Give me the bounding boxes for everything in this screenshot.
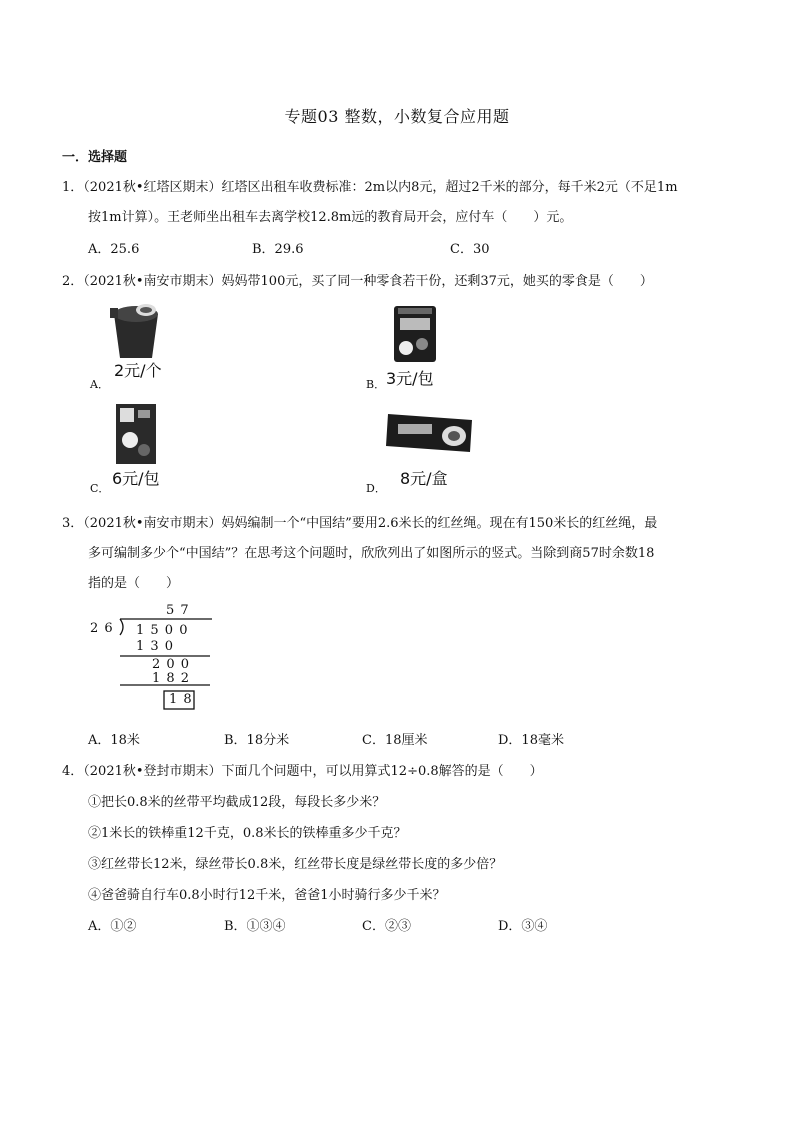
q1-option-c: C．30 [450,242,490,257]
q2-option-b-caption: 3元/包 [386,369,434,388]
q2-stem: 2．（2021秋•南安市期末）妈妈带100元，买了同一种零食若干份，还剩37元，她买的零食是（ ） [62,274,653,289]
q2-option-a-label: A． [90,378,109,391]
division-divisor: 2 6 [90,621,114,636]
q2-option-d-label: D． [366,482,386,495]
q3-option-a: A．18米 [88,733,140,748]
q4-item-3: ③红丝带长12米，绿丝带长0.8米，红丝带长度是绿丝带长度的多少倍？ [88,857,503,872]
section-heading: 一．选择题 [62,150,128,165]
division-step2: 2 0 0 [152,657,191,672]
q2-option-a-caption: 2元/个 [114,361,162,380]
q2-option-d-caption: 8元/盒 [400,469,448,488]
q2-option-c-caption: 6元/包 [112,469,160,488]
division-dividend: 1 5 0 0 [136,623,189,638]
q4-item-2: ②1米长的铁棒重12千克，0.8米长的铁棒重多少千克？ [88,826,407,841]
q4-item-1: ①把长0.8米的丝带平均截成12段，每段长多少米？ [88,795,386,810]
snack-bag-image [392,306,438,362]
q2-option-b-label: B． [366,378,386,391]
snack-bucket-image [108,300,164,360]
division-lines [88,603,213,711]
q4-option-b: B．①③④ [224,919,286,934]
division-remainder: 1 8 [169,692,193,707]
page-title: 专题03 整数，小数复合应用题 [284,107,510,126]
q4-option-d: D．③④ [498,919,548,934]
division-step3: 1 8 2 [152,671,191,686]
q4-option-a: A．①② [88,919,137,934]
q1-option-a: A．25.6 [88,242,140,257]
long-division-figure [88,603,213,711]
division-step1: 1 3 0 [136,639,175,654]
q4-option-c: C．②③ [362,919,411,934]
q1-line2: 按1m计算）。王老师坐出租车去离学校12.8m远的教育局开会，应付车（ ）元。 [88,210,573,225]
q3-line1: 3．（2021秋•南安市期末）妈妈编制一个“中国结”要用2.6米长的红丝绳。现在有150米长的红丝绳，最 [62,516,658,531]
q4-item-4: ④爸爸骑自行车0.8小时行12千米，爸爸1小时骑行多少千米？ [88,888,446,903]
q2-option-c-label: C． [90,482,110,495]
q4-stem: 4．（2021秋•登封市期末）下面几个问题中，可以用算式12÷0.8解答的是（ ） [62,764,543,779]
snack-packet-image [116,404,156,464]
q3-option-d: D．18毫米 [498,733,564,748]
q3-option-c: C．18厘米 [362,733,428,748]
q3-line2: 多可编制多少个“中国结”？在思考这个问题时，欣欣列出了如图所示的竖式。当除到商57时余数18 [88,546,655,561]
snack-box-image [384,410,476,454]
q3-option-b: B．18分米 [224,733,290,748]
q1-option-b: B．29.6 [252,242,304,257]
q3-line3: 指的是（ ） [88,576,180,591]
q1-line1: 1．（2021秋•红塔区期末）红塔区出租车收费标准：2m以内8元，超过2千米的部分，每千米2元（不足1m [62,180,678,195]
division-quotient: 5 7 [166,603,190,618]
